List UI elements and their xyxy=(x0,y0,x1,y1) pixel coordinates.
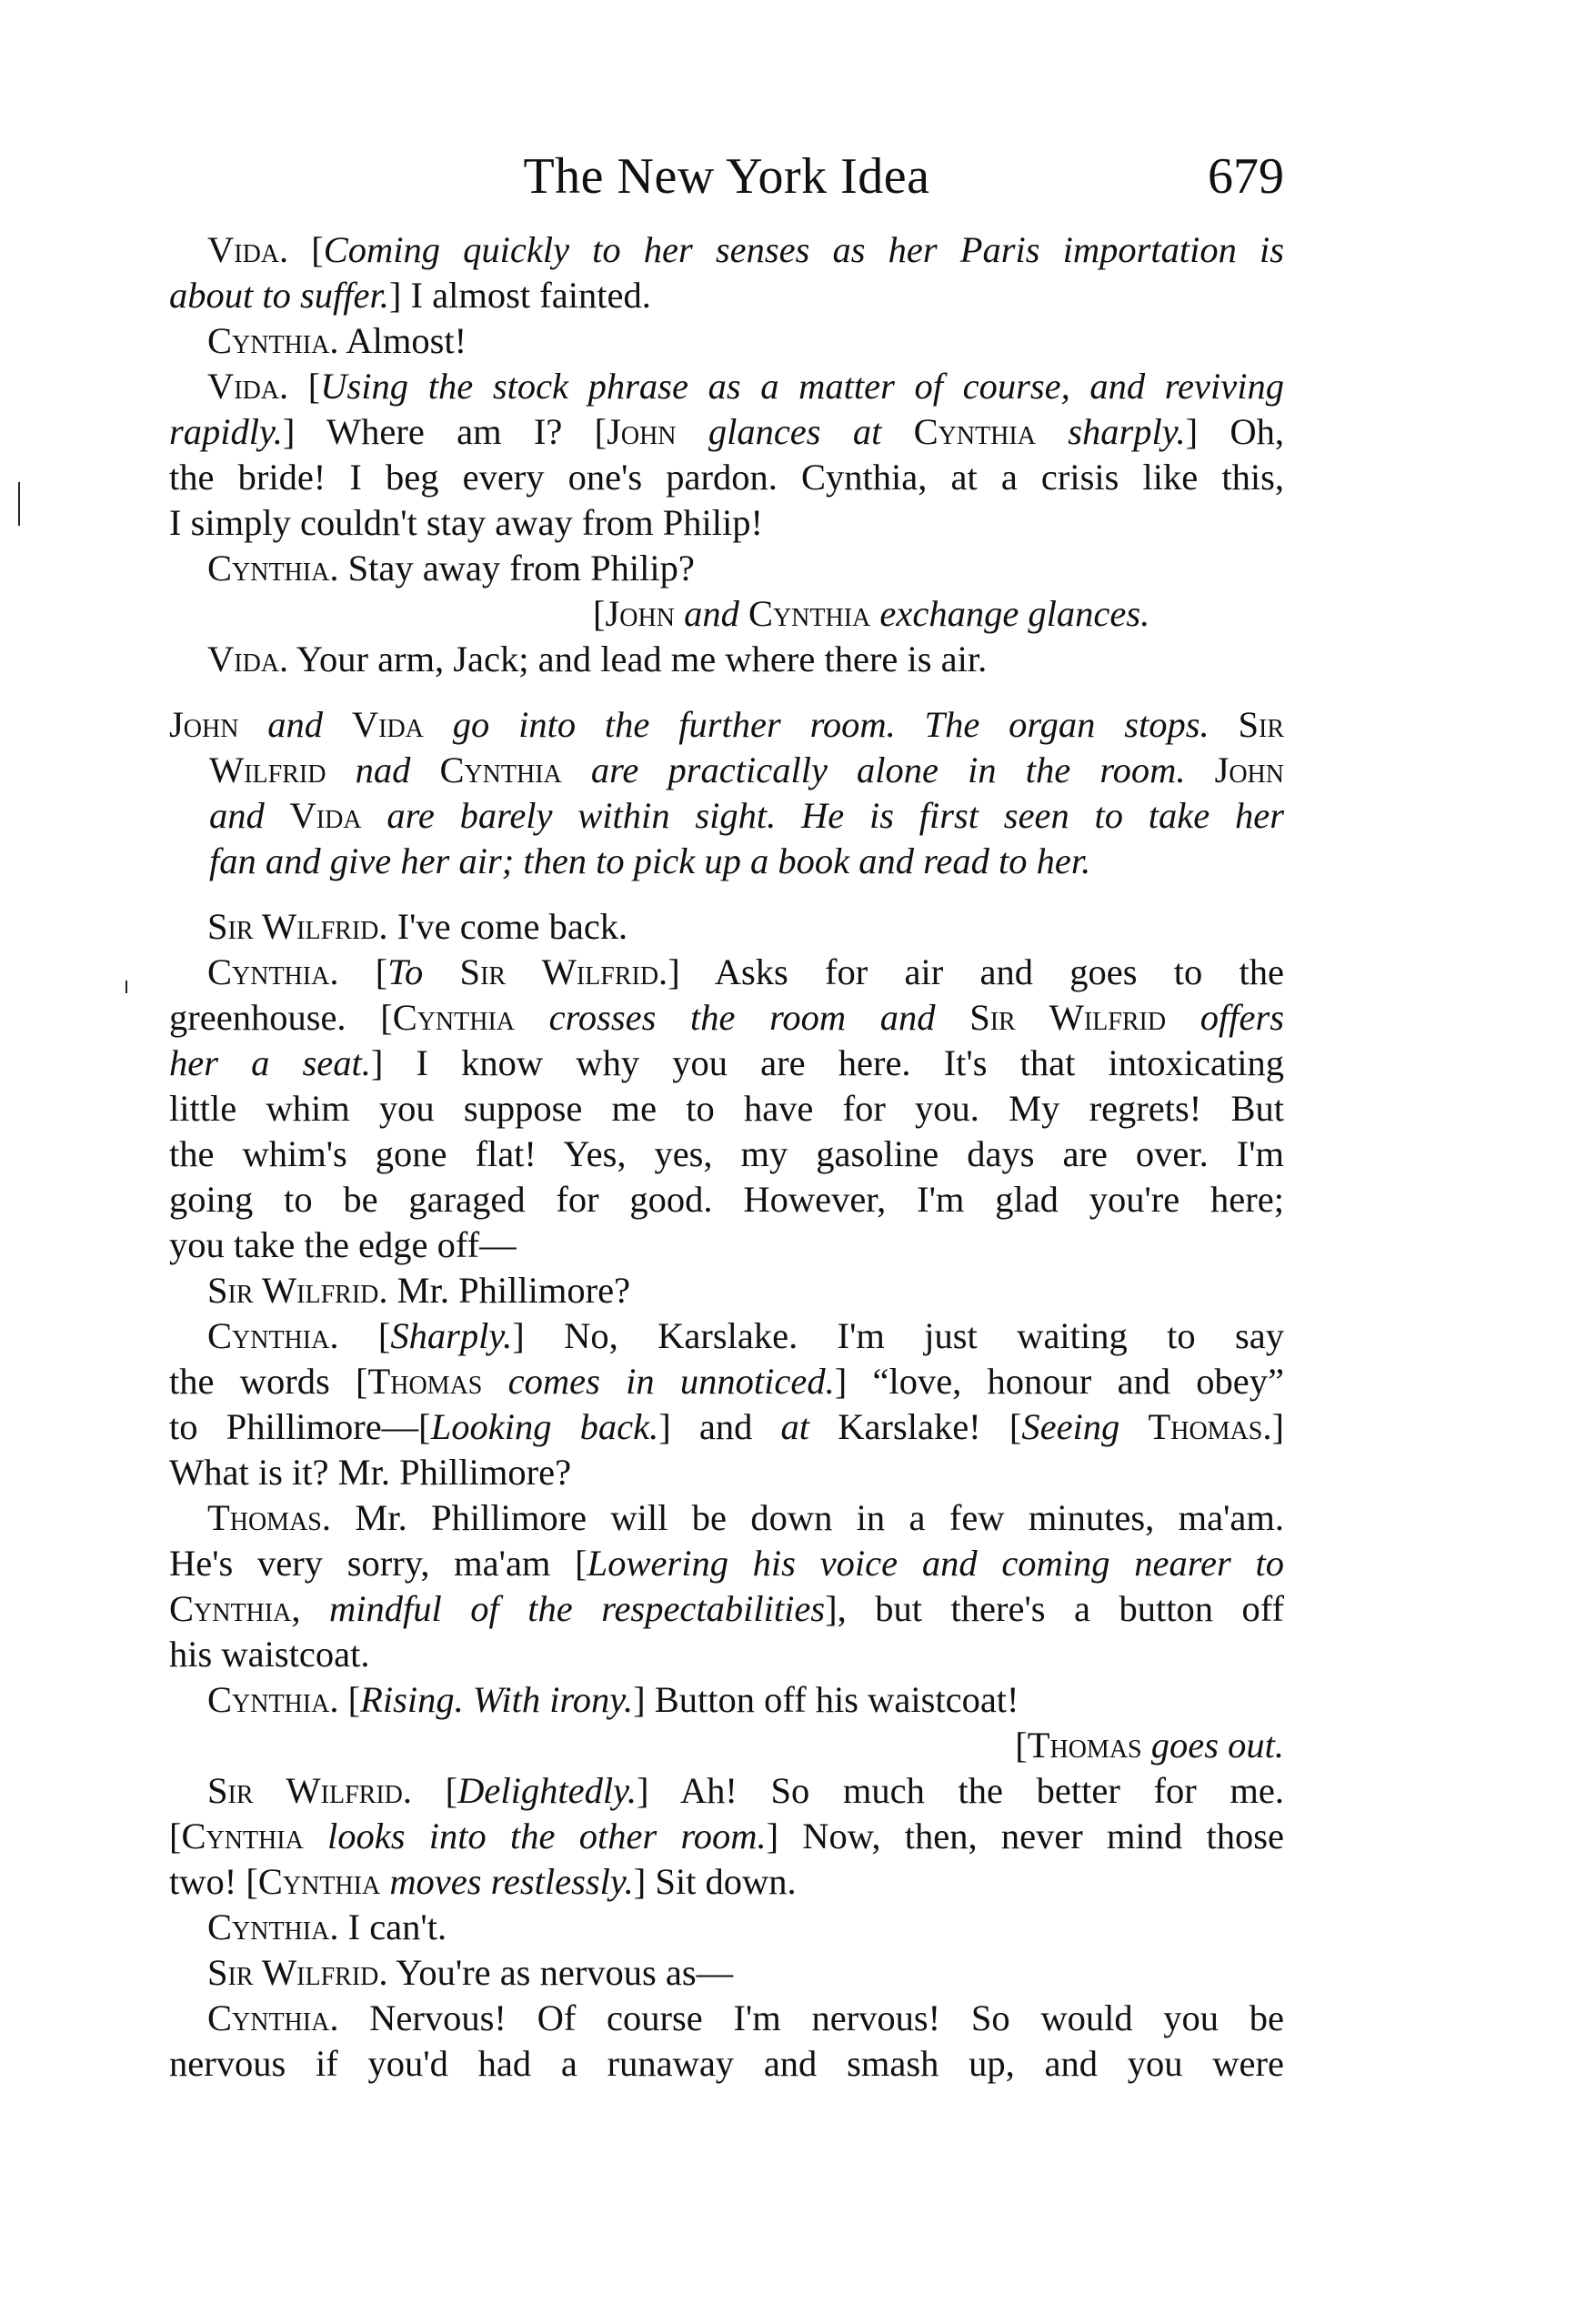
stage-direction-text: looks into the other room. xyxy=(303,1816,767,1856)
text-line xyxy=(169,1222,1284,1268)
stage-direction-text: rapidly. xyxy=(169,411,283,452)
text-line xyxy=(169,1086,1284,1132)
dialogue-text: ] No, Karslake. I'm just waiting to say xyxy=(512,1315,1284,1356)
stage-direction-text: Lowering his voice and coming nearer to xyxy=(587,1543,1285,1584)
text-line xyxy=(169,318,1284,364)
text-line xyxy=(169,1404,1284,1450)
stage-direction-text: To xyxy=(387,951,460,992)
stage-direction-text: moves restlessly. xyxy=(380,1861,634,1902)
running-header xyxy=(169,136,1284,227)
dialogue-text: greenhouse. [ xyxy=(169,997,393,1038)
dialogue-text: ] Ah! So much the better for me. xyxy=(636,1770,1284,1811)
stage-direction-text: fan and give her air; then to pick up a book and read to her. xyxy=(209,840,1091,881)
text-line xyxy=(169,1996,1284,2041)
character-name: John xyxy=(169,704,239,745)
text-line xyxy=(169,1814,1284,1859)
text-line xyxy=(169,227,1284,273)
stage-direction-text: nad xyxy=(326,750,440,790)
dialogue-text: Almost! xyxy=(338,320,467,361)
character-name: Sir Wilfrid. xyxy=(207,1952,388,1993)
dialogue-text: I can't. xyxy=(338,1907,447,1947)
dialogue-text: [ xyxy=(338,1315,391,1356)
character-name: Sir Wilfrid. xyxy=(207,1770,413,1811)
stage-direction-text: Rising. With irony. xyxy=(360,1679,634,1720)
text-line xyxy=(169,950,1284,995)
dialogue-text: Karslake! [ xyxy=(809,1406,1022,1447)
character-name: John xyxy=(605,593,675,634)
dialogue-text: You're as nervous as— xyxy=(387,1952,734,1993)
dialogue-text: ], but there's a button off xyxy=(825,1588,1284,1629)
dialogue-text: his waistcoat. xyxy=(169,1634,370,1675)
stage-direction-text: Sharply. xyxy=(390,1315,513,1356)
dialogue-block-2 xyxy=(169,904,1284,2087)
stage-direction-text: mindful of the respectabilities xyxy=(300,1588,826,1629)
stage-direction-line xyxy=(209,839,1284,884)
stage-direction-text: and xyxy=(209,795,290,836)
text-line xyxy=(169,1541,1284,1586)
text-line xyxy=(169,1768,1284,1814)
dialogue-text: ] Sit down. xyxy=(633,1861,797,1902)
text-line xyxy=(169,1950,1284,1996)
dialogue-text: little whim you suppose me to have for you. My regrets! But xyxy=(169,1088,1284,1129)
running-title: The New York Idea xyxy=(523,148,930,205)
dialogue-text: you take the edge off— xyxy=(169,1224,517,1265)
text-line xyxy=(169,1313,1284,1359)
stage-direction-text: exchange glances. xyxy=(870,593,1150,634)
character-name: Cynthia xyxy=(439,750,562,790)
stage-direction-block xyxy=(169,702,1284,884)
character-name: Wilfrid xyxy=(209,750,326,790)
dialogue-text: [ xyxy=(169,1816,182,1856)
dialogue-text: ] Button off his waistcoat! xyxy=(633,1679,1019,1720)
text-line xyxy=(169,1041,1284,1086)
character-name: Cynthia. xyxy=(207,1679,339,1720)
text-line xyxy=(169,1132,1284,1177)
margin-mark xyxy=(18,482,20,526)
book-page xyxy=(169,136,1284,2087)
dialogue-text: Your arm, Jack; and lead me where there is air. xyxy=(288,639,988,679)
text-line xyxy=(169,409,1284,455)
dialogue-text: What is it? Mr. Phillimore? xyxy=(169,1452,572,1493)
character-name: Cynthia xyxy=(748,593,871,634)
text-line xyxy=(169,1268,1284,1313)
dialogue-text: nervous if you'd had a runaway and smash up, and you were xyxy=(169,2043,1284,2084)
dialogue-text: [ xyxy=(412,1770,458,1811)
text-line xyxy=(169,364,1284,409)
dialogue-text: ] Asks for air and goes to the xyxy=(668,951,1284,992)
dialogue-text: ] I almost fainted. xyxy=(388,275,651,316)
text-line xyxy=(169,995,1284,1041)
character-name: Sir Wilfrid. xyxy=(459,951,668,992)
text-line xyxy=(169,1586,1284,1632)
stage-direction-text: crosses the room and xyxy=(515,997,970,1038)
dialogue-text: [ xyxy=(338,1679,361,1720)
text-line xyxy=(169,2041,1284,2087)
stage-direction-text: go into the further room. The organ stops. xyxy=(423,704,1239,745)
stage-direction-text: are practically alone in the room. xyxy=(561,750,1215,790)
character-name: Vida. xyxy=(207,229,289,270)
dialogue-text: the words [ xyxy=(169,1361,368,1402)
stage-direction-line xyxy=(209,748,1284,793)
character-name: Thomas. xyxy=(207,1497,331,1538)
text-line xyxy=(169,546,1284,591)
text-line xyxy=(169,1450,1284,1495)
text-line xyxy=(169,1859,1284,1905)
character-name: Cynthia. xyxy=(207,1997,339,2038)
stage-direction-line xyxy=(169,1723,1284,1768)
dialogue-text: [ xyxy=(288,366,321,407)
stage-direction-text: goes out. xyxy=(1141,1725,1284,1766)
stage-direction-line xyxy=(169,591,1284,637)
dialogue-text: to Phillimore—[ xyxy=(169,1406,431,1447)
dialogue-text: [ xyxy=(338,951,388,992)
stage-direction-text: offers xyxy=(1166,997,1284,1038)
character-name: Cynthia xyxy=(913,411,1036,452)
dialogue-text: ] and xyxy=(658,1406,781,1447)
stage-direction-text: and xyxy=(674,593,748,634)
dialogue-text: ] “love, honour and obey” xyxy=(834,1361,1285,1402)
character-name: Vida. xyxy=(207,366,289,407)
character-name: Cynthia xyxy=(392,997,516,1038)
stage-direction-text: about to suffer. xyxy=(169,275,389,316)
character-name: Cynthia. xyxy=(207,1315,339,1356)
dialogue-text: two! [ xyxy=(169,1861,258,1902)
stage-direction-text: Delightedly. xyxy=(457,1770,637,1811)
character-name: Vida xyxy=(351,704,424,745)
page-number: 679 xyxy=(1208,148,1284,205)
character-name: Cynthia. xyxy=(207,548,339,589)
stage-direction-text: glances at xyxy=(676,411,914,452)
character-name: Thomas xyxy=(1027,1725,1142,1766)
dialogue-text: the whim's gone flat! Yes, yes, my gasoline days are over. I'm xyxy=(169,1133,1284,1174)
dialogue-text: ] I know why you are here. It's that intoxicating xyxy=(370,1042,1284,1083)
dialogue-text: ] xyxy=(1271,1406,1284,1447)
stage-direction-text: sharply. xyxy=(1035,411,1186,452)
character-name: Sir Wilfrid. xyxy=(207,1270,388,1311)
text-line xyxy=(169,1905,1284,1950)
character-name: Thomas. xyxy=(1148,1406,1272,1447)
stage-direction-text: her a seat. xyxy=(169,1042,371,1083)
stage-direction-line xyxy=(209,793,1284,839)
character-name: Vida xyxy=(289,795,362,836)
character-name: John xyxy=(1214,750,1285,790)
text-line xyxy=(169,500,1284,546)
stage-direction-text: and xyxy=(238,704,352,745)
dialogue-text: ] Where am I? [ xyxy=(282,411,607,452)
character-name: Cynthia. xyxy=(207,951,339,992)
dialogue-text: [ xyxy=(593,593,606,634)
text-line xyxy=(169,1632,1284,1677)
character-name: Sir Wilfrid. xyxy=(207,906,388,947)
dialogue-text: ] Now, then, never mind those xyxy=(766,1816,1284,1856)
text-line xyxy=(169,1177,1284,1222)
character-name: Cynthia xyxy=(257,1861,381,1902)
margin-mark-small xyxy=(125,981,127,993)
dialogue-block-1 xyxy=(169,227,1284,682)
text-line xyxy=(169,455,1284,500)
text-line xyxy=(169,273,1284,318)
character-name: Cynthia, xyxy=(169,1588,301,1629)
character-name: Cynthia xyxy=(181,1816,304,1856)
character-name: Thomas xyxy=(367,1361,483,1402)
dialogue-text: [ xyxy=(1015,1725,1028,1766)
text-line xyxy=(169,1677,1284,1723)
character-name: Sir Wilfrid xyxy=(969,997,1167,1038)
text-line xyxy=(169,1359,1284,1404)
text-line xyxy=(169,904,1284,950)
dialogue-text: ] Oh, xyxy=(1185,411,1284,452)
dialogue-text: He's very sorry, ma'am [ xyxy=(169,1543,587,1584)
character-name: Sir xyxy=(1238,704,1284,745)
dialogue-text: going to be garaged for good. However, I'm glad you're here; xyxy=(169,1179,1284,1220)
dialogue-text: Mr. Phillimore? xyxy=(387,1270,631,1311)
stage-direction-text: Using the stock phrase as a matter of course, and reviving xyxy=(320,366,1284,407)
character-name: John xyxy=(607,411,677,452)
character-name: Cynthia. xyxy=(207,1907,339,1947)
stage-direction-text: are barely within sight. He is first seen to take her xyxy=(361,795,1285,836)
text-line xyxy=(169,637,1284,682)
character-name: Vida. xyxy=(207,639,289,679)
character-name: Cynthia. xyxy=(207,320,339,361)
stage-direction-text: Looking back. xyxy=(430,1406,659,1447)
dialogue-text: [ xyxy=(288,229,324,270)
dialogue-text: Stay away from Philip? xyxy=(338,548,695,589)
dialogue-text: I simply couldn't stay away from Philip! xyxy=(169,502,763,543)
dialogue-text: I've come back. xyxy=(387,906,628,947)
text-line xyxy=(169,1495,1284,1541)
dialogue-text: Nervous! Of course I'm nervous! So would you be xyxy=(338,1997,1284,2038)
dialogue-text: the bride! I beg every one's pardon. Cynthia, at a crisis like this, xyxy=(169,457,1284,498)
stage-direction-text: Coming quickly to her senses as her Paris importation is xyxy=(323,229,1284,270)
stage-direction-text: comes in unnoticed. xyxy=(482,1361,835,1402)
stage-direction-text: Seeing xyxy=(1021,1406,1149,1447)
stage-direction-text: at xyxy=(780,1406,810,1447)
dialogue-text: Mr. Phillimore will be down in a few minutes, ma'am. xyxy=(331,1497,1284,1538)
stage-direction-line xyxy=(169,702,1284,748)
